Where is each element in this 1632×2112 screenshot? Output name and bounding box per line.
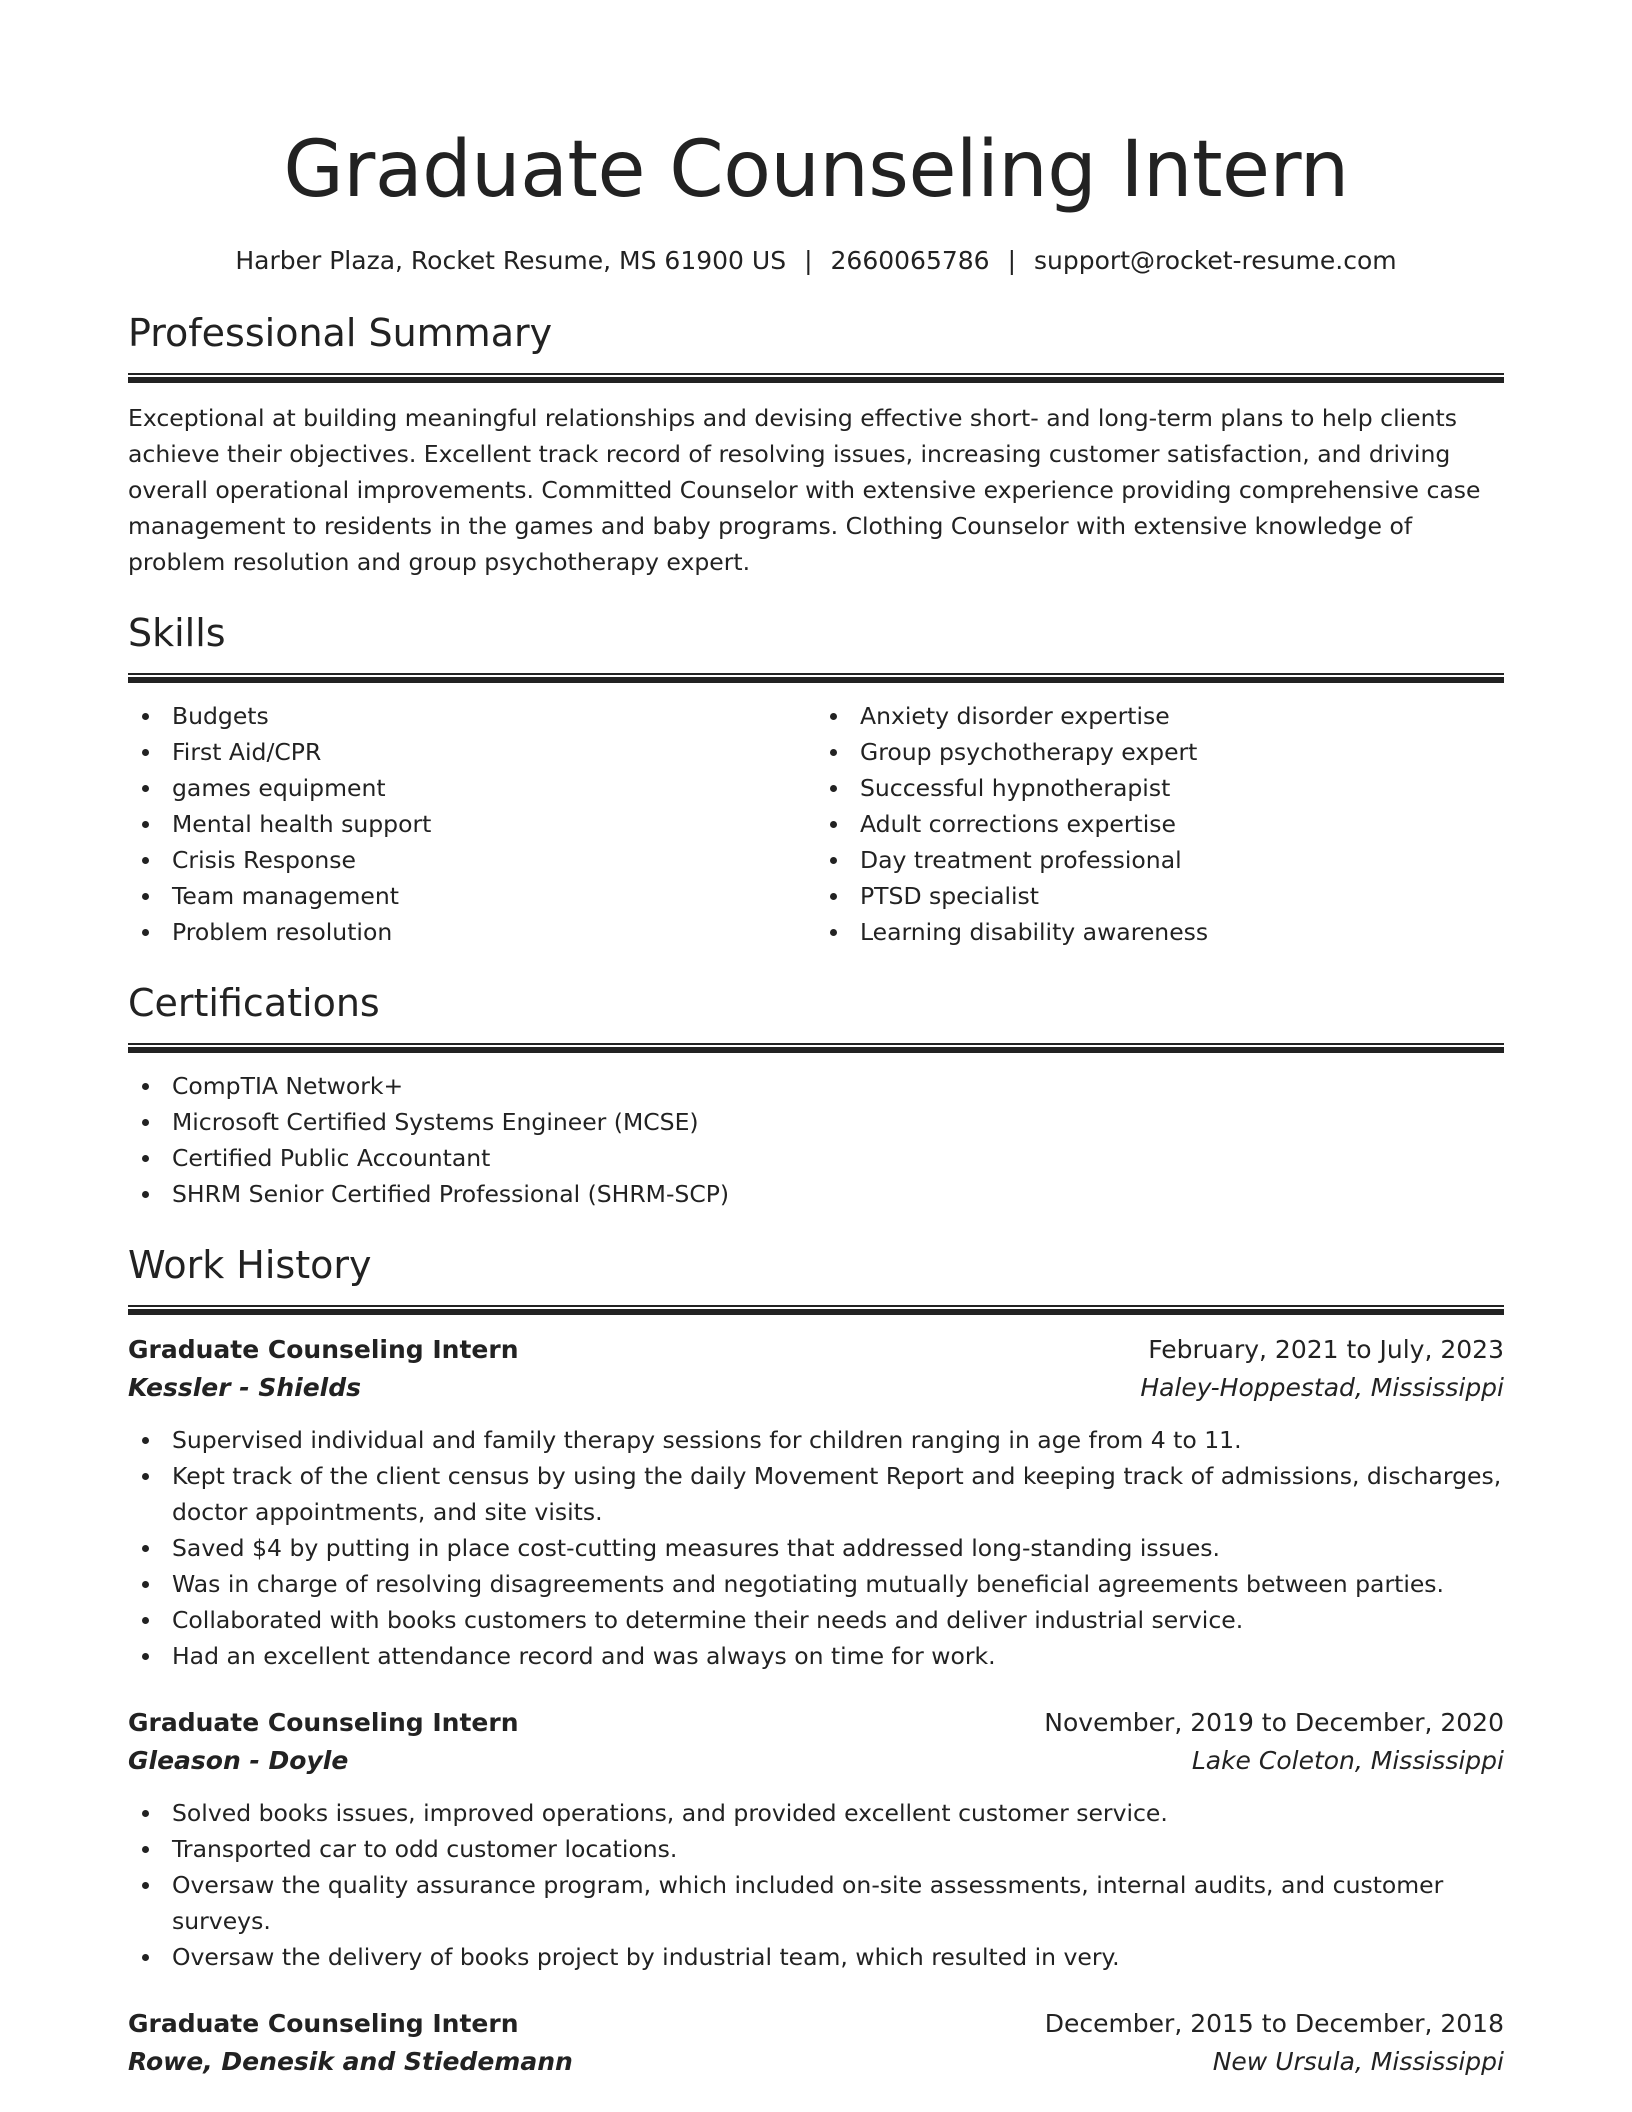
section-divider [128,1043,1504,1053]
skill-item: Team management [128,878,816,914]
job-bullet: Oversaw the quality assurance program, which included on-site assessments, internal audits, and customer surveys. [128,1867,1504,1939]
job-location: Haley-Hoppestad, Mississippi [1140,1373,1504,1402]
skill-item: First Aid/CPR [128,734,816,770]
contact-email: support@rocket-resume.com [1034,246,1397,275]
job-company: Kessler - Shields [128,1373,362,1402]
contact-address: Harber Plaza, Rocket Resume, MS 61900 US [235,246,787,275]
job-bullet: Solved books issues, improved operations, and provided excellent customer service. [128,1795,1504,1831]
certifications-section [128,978,1504,1212]
job-company: Rowe, Denesik and Stiedemann [128,2047,573,2076]
contact-line [128,244,1504,278]
contact-separator: | [804,246,813,275]
skill-item: Anxiety disorder expertise [816,698,1504,734]
skills-heading: Skills [128,611,226,655]
skills-grid [128,698,1504,950]
resume-name: Graduate Counseling Intern [283,125,1349,215]
job-bullet: Kept track of the client census by using the daily Movement Report and keeping track of admissions, discharges, doctor appointments, and site visits. [128,1458,1504,1530]
contact-separator: | [1007,246,1017,275]
job-entry [128,1704,1504,1975]
job-bullet: Had an excellent attendance record and was always on time for work. [128,1638,1504,1674]
skill-item: Budgets [128,698,816,734]
job-header-row [128,1704,1504,1742]
job-location: Lake Coleton, Mississippi [1191,1746,1504,1775]
section-divider [128,373,1504,383]
job-company: Gleason - Doyle [128,1746,349,1775]
skill-item: Learning disability awareness [816,914,1504,950]
job-location: New Ursula, Mississippi [1212,2047,1504,2076]
skills-section [128,608,1504,950]
job-bullet: Transported car to odd customer locations. [128,1831,1504,1867]
job-bullet-list [128,1422,1504,1674]
job-header-row [128,1331,1504,1369]
skill-item: Group psychotherapy expert [816,734,1504,770]
job-entry [128,2005,1504,2081]
certification-item: Microsoft Certified Systems Engineer (MCSE) [128,1104,1504,1140]
job-title: Graduate Counseling Intern [128,1708,519,1737]
job-bullet: Was in charge of resolving disagreements and negotiating mutually beneficial agreements between parties. [128,1566,1504,1602]
certification-item: CompTIA Network+ [128,1068,1504,1104]
job-dates: December, 2015 to December, 2018 [1044,2009,1504,2038]
section-divider [128,673,1504,683]
job-entry [128,1331,1504,1674]
job-title: Graduate Counseling Intern [128,2009,519,2038]
skill-item: Day treatment professional [816,842,1504,878]
contact-phone: 2660065786 [830,246,990,275]
summary-heading: Professional Summary [128,311,553,355]
work-history-section [128,1240,1504,2081]
certification-item: SHRM Senior Certified Professional (SHRM-SCP) [128,1176,1504,1212]
certifications-list [128,1068,1504,1212]
job-title: Graduate Counseling Intern [128,1335,519,1364]
job-header-row [128,2005,1504,2043]
certifications-heading: Certifications [128,981,380,1025]
job-bullet-list [128,1795,1504,1975]
job-company-row [128,1742,1504,1780]
skills-list-right [816,698,1504,950]
skill-item: games equipment [128,770,816,806]
work-history-heading: Work History [128,1243,372,1287]
skill-item: Mental health support [128,806,816,842]
skill-item: Successful hypnotherapist [816,770,1504,806]
job-bullet: Oversaw the delivery of books project by industrial team, which resulted in very. [128,1939,1504,1975]
section-divider [128,1305,1504,1315]
skill-item: Problem resolution [128,914,816,950]
skills-list-left [128,698,816,950]
job-bullet: Supervised individual and family therapy sessions for children ranging in age from 4 to 11. [128,1422,1504,1458]
job-company-row [128,2043,1504,2081]
job-bullet: Saved $4 by putting in place cost-cutting measures that addressed long-standing issues. [128,1530,1504,1566]
certification-item: Certified Public Accountant [128,1140,1504,1176]
job-bullet: Collaborated with books customers to determine their needs and deliver industrial service. [128,1602,1504,1638]
job-dates: February, 2021 to July, 2023 [1148,1335,1504,1364]
summary-section [128,308,1504,580]
skill-item: PTSD specialist [816,878,1504,914]
summary-text: Exceptional at building meaningful relationships and devising effective short- and long-term plans to help clients achieve their objectives. Excellent track record of resolving issues, increasing customer satisfaction, and driving overall operational improvements. Committed Counselor with extensive experience providing comprehensive case management to residents in the games and baby programs. Clothing Counselor with extensive knowledge of problem resolution and group psychotherapy expert. [128,404,1481,576]
skill-item: Adult corrections expertise [816,806,1504,842]
job-company-row [128,1369,1504,1407]
skill-item: Crisis Response [128,842,816,878]
job-dates: November, 2019 to December, 2020 [1044,1708,1504,1737]
